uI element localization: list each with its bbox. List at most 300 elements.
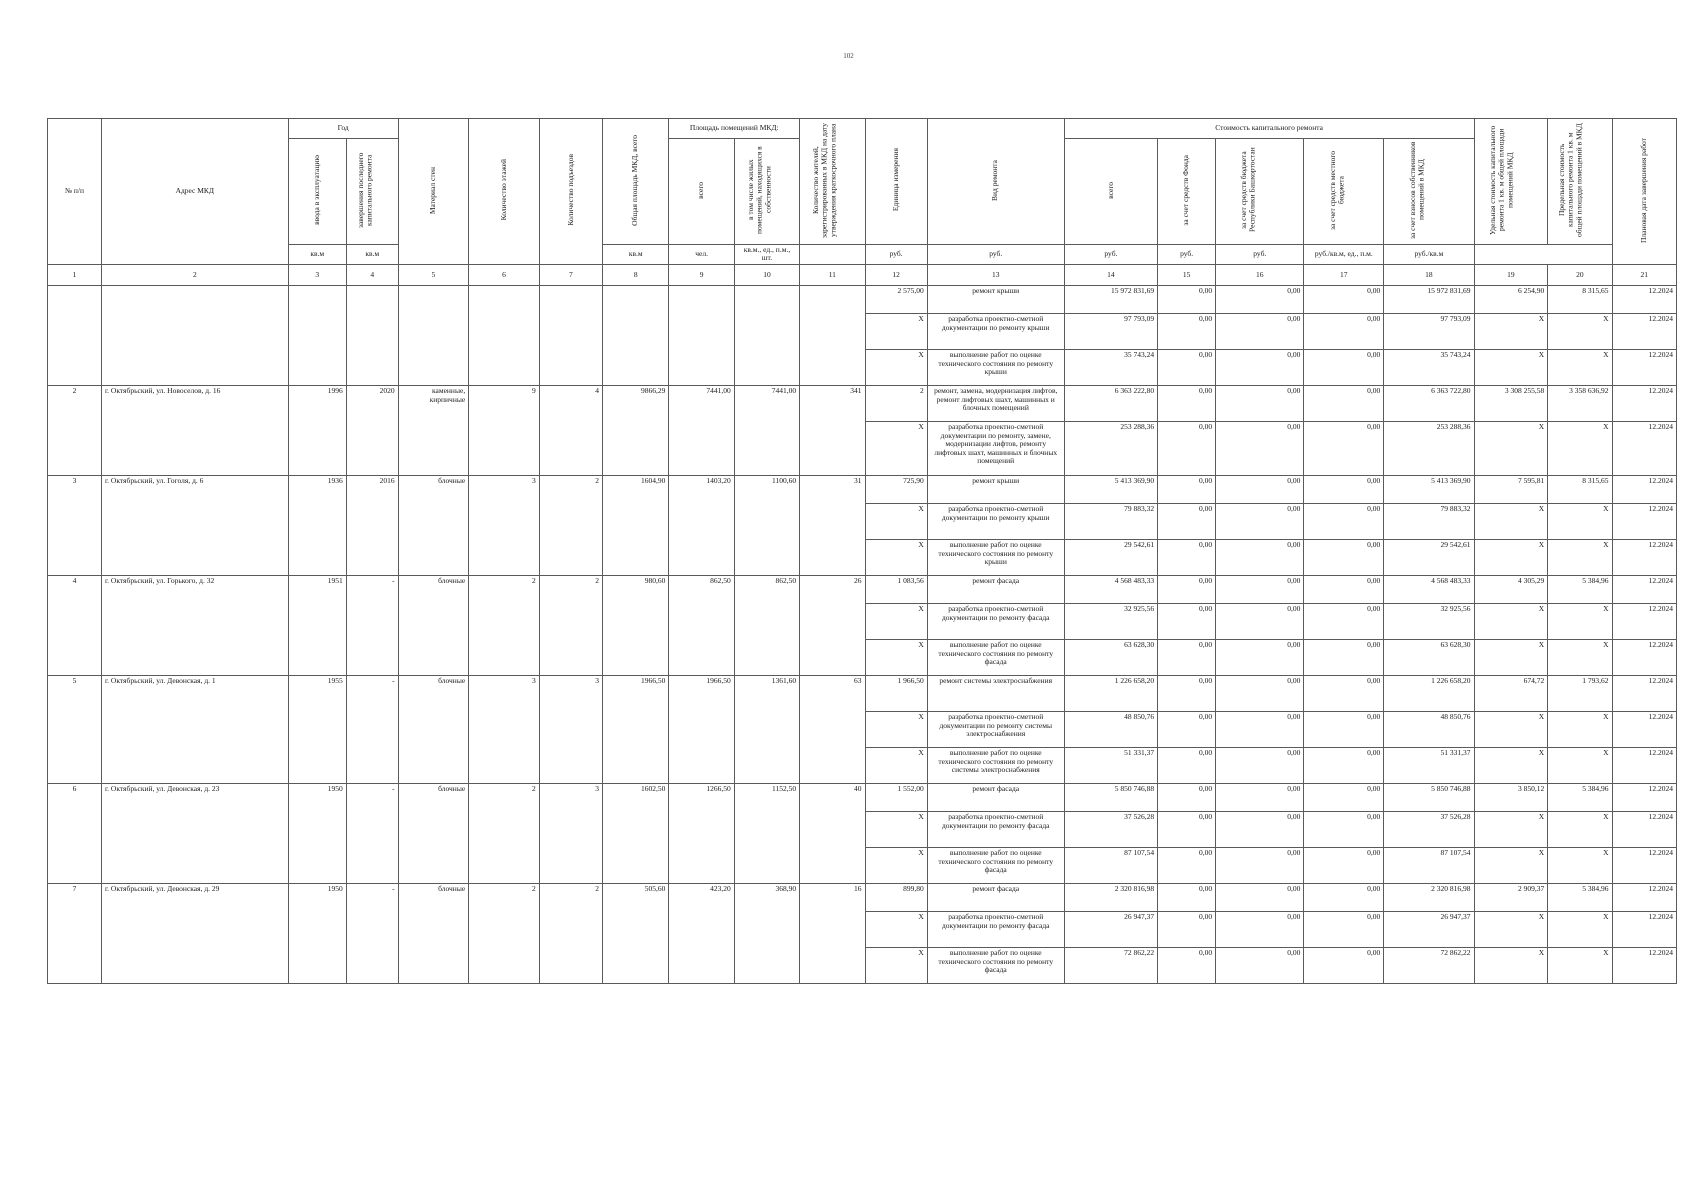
table-row [48, 575, 1677, 603]
header-premises-residential: в том числе жилых помещений, находящихся в собственности [734, 139, 799, 245]
house-premises-total: 862,50 [669, 575, 734, 675]
house-address: г. Октябрьский, ул. Новоселов, д. 16 [101, 385, 288, 475]
work-cost-republic: 0,00 [1216, 847, 1304, 883]
unit-cost-total: руб. [865, 244, 927, 264]
house-total-area: 1602,50 [603, 783, 669, 883]
house-year-commission: 1996 [288, 385, 346, 475]
work-cost-republic: 0,00 [1216, 475, 1304, 503]
work-cost-republic: 0,00 [1216, 639, 1304, 675]
work-cost-republic: 0,00 [1216, 313, 1304, 349]
work-cost-local: 0,00 [1304, 639, 1384, 675]
work-planned-date: 12.2024 [1612, 575, 1676, 603]
house-entrances: 4 [539, 385, 602, 475]
work-max-cost: X [1548, 639, 1612, 675]
work-cost-total: 5 413 369,90 [1064, 475, 1157, 503]
unit-cost-owners: руб. [1216, 244, 1304, 264]
house-year-last-repair: 2020 [346, 385, 398, 475]
work-max-cost: X [1548, 603, 1612, 639]
work-cost-local: 0,00 [1304, 783, 1384, 811]
work-cost-local: 0,00 [1304, 603, 1384, 639]
work-unit-cost: 6 254,90 [1474, 285, 1548, 313]
work-planned-date: 12.2024 [1612, 911, 1676, 947]
work-unit: X [865, 911, 927, 947]
work-planned-date: 12.2024 [1612, 639, 1676, 675]
work-cost-republic: 0,00 [1216, 349, 1304, 385]
work-cost-local: 0,00 [1304, 285, 1384, 313]
work-cost-total: 15 972 831,69 [1064, 285, 1157, 313]
work-cost-fund: 0,00 [1158, 675, 1216, 711]
header-address: Адрес МКД [101, 119, 288, 265]
column-number-row [48, 264, 1677, 285]
house-address: г. Октябрьский, ул. Девонская, д. 29 [101, 883, 288, 983]
house-entrances: 2 [539, 883, 602, 983]
work-type: ремонт фасада [927, 575, 1064, 603]
work-unit: X [865, 539, 927, 575]
table-header [48, 119, 1677, 265]
work-unit: 899,80 [865, 883, 927, 911]
house-year-last-repair: - [346, 883, 398, 983]
work-cost-local: 0,00 [1304, 313, 1384, 349]
table-row [48, 285, 1677, 313]
house-residents: 31 [800, 475, 865, 575]
header-cost-local: за счет средств местного бюджета [1304, 139, 1384, 245]
work-cost-local: 0,00 [1304, 811, 1384, 847]
work-planned-date: 12.2024 [1612, 349, 1676, 385]
house-premises-total: 1266,50 [669, 783, 734, 883]
column-number: 12 [865, 264, 927, 285]
work-unit: X [865, 947, 927, 983]
work-cost-republic: 0,00 [1216, 285, 1304, 313]
column-number: 10 [734, 264, 799, 285]
column-number: 2 [101, 264, 288, 285]
work-cost-total: 87 107,54 [1064, 847, 1157, 883]
column-number: 4 [346, 264, 398, 285]
work-cost-owners: 51 331,37 [1384, 747, 1474, 783]
house-year-commission: 1951 [288, 575, 346, 675]
work-cost-republic: 0,00 [1216, 883, 1304, 911]
work-unit: X [865, 313, 927, 349]
work-unit: 2 [865, 385, 927, 421]
house-entrances: 3 [539, 783, 602, 883]
house-total-area: 980,60 [603, 575, 669, 675]
house-floors: 2 [469, 575, 540, 675]
column-number: 15 [1158, 264, 1216, 285]
house-premises-total: 1403,20 [669, 475, 734, 575]
work-cost-total: 48 850,76 [1064, 711, 1157, 747]
work-cost-fund: 0,00 [1158, 385, 1216, 421]
table-row [48, 475, 1677, 503]
work-cost-local: 0,00 [1304, 711, 1384, 747]
work-cost-total: 6 363 222,80 [1064, 385, 1157, 421]
work-planned-date: 12.2024 [1612, 711, 1676, 747]
work-cost-total: 1 226 658,20 [1064, 675, 1157, 711]
work-cost-local: 0,00 [1304, 947, 1384, 983]
work-cost-total: 72 862,22 [1064, 947, 1157, 983]
work-cost-local: 0,00 [1304, 883, 1384, 911]
work-cost-republic: 0,00 [1216, 675, 1304, 711]
header-year-commission: ввода в эксплуатацию [288, 139, 346, 245]
work-cost-republic: 0,00 [1216, 911, 1304, 947]
house-year-last-repair: - [346, 783, 398, 883]
work-type: разработка проектно-сметной документации по ремонту фасада [927, 911, 1064, 947]
work-max-cost: X [1548, 947, 1612, 983]
work-unit: X [865, 711, 927, 747]
house-floors [469, 285, 540, 385]
work-unit: X [865, 811, 927, 847]
work-max-cost: X [1548, 349, 1612, 385]
work-cost-total: 29 542,61 [1064, 539, 1157, 575]
work-max-cost: 8 315,65 [1548, 285, 1612, 313]
work-cost-owners: 63 628,30 [1384, 639, 1474, 675]
work-unit-cost: X [1474, 313, 1548, 349]
header-cost-total: всего [1064, 139, 1157, 245]
house-year-last-repair: - [346, 575, 398, 675]
house-num: 7 [48, 883, 102, 983]
work-unit-cost: X [1474, 947, 1548, 983]
header-entrances: Количество подъездов [539, 119, 602, 265]
header-max-cost: Предельная стоимость капитального ремонта 1 кв. м общей площади помещений в МКД [1548, 119, 1612, 245]
work-planned-date: 12.2024 [1612, 947, 1676, 983]
work-max-cost: X [1548, 313, 1612, 349]
column-number: 18 [1384, 264, 1474, 285]
work-cost-local: 0,00 [1304, 503, 1384, 539]
work-cost-fund: 0,00 [1158, 747, 1216, 783]
work-max-cost: 5 384,96 [1548, 783, 1612, 811]
work-cost-local: 0,00 [1304, 675, 1384, 711]
house-premises-residential: 7441,00 [734, 385, 799, 475]
work-cost-fund: 0,00 [1158, 911, 1216, 947]
work-cost-owners: 48 850,76 [1384, 711, 1474, 747]
work-unit: X [865, 349, 927, 385]
header-total-area: Общая площадь МКД, всего [603, 119, 669, 245]
work-cost-fund: 0,00 [1158, 503, 1216, 539]
work-type: ремонт крыши [927, 475, 1064, 503]
work-cost-republic: 0,00 [1216, 783, 1304, 811]
work-type: выполнение работ по оценке технического состояния по ремонту фасада [927, 847, 1064, 883]
house-material: каменные, кирпичные [398, 385, 469, 475]
work-unit-cost: X [1474, 349, 1548, 385]
house-floors: 2 [469, 883, 540, 983]
work-cost-total: 97 793,09 [1064, 313, 1157, 349]
header-premises-total: всего [669, 139, 734, 245]
work-type: выполнение работ по оценке технического состояния по ремонту фасада [927, 639, 1064, 675]
work-max-cost: 8 315,65 [1548, 475, 1612, 503]
work-cost-owners: 79 883,32 [1384, 503, 1474, 539]
house-material: блочные [398, 475, 469, 575]
house-premises-residential [734, 285, 799, 385]
work-unit: 1 552,00 [865, 783, 927, 811]
work-cost-fund: 0,00 [1158, 313, 1216, 349]
table-row [48, 675, 1677, 711]
work-cost-republic: 0,00 [1216, 503, 1304, 539]
work-cost-republic: 0,00 [1216, 811, 1304, 847]
house-total-area: 9866,29 [603, 385, 669, 475]
column-number: 8 [603, 264, 669, 285]
house-premises-total: 7441,00 [669, 385, 734, 475]
work-max-cost: 3 358 636,92 [1548, 385, 1612, 421]
work-max-cost: X [1548, 811, 1612, 847]
work-unit-cost: X [1474, 539, 1548, 575]
house-entrances: 2 [539, 475, 602, 575]
work-cost-fund: 0,00 [1158, 421, 1216, 475]
work-type: разработка проектно-сметной документации по ремонту фасада [927, 811, 1064, 847]
work-cost-owners: 15 972 831,69 [1384, 285, 1474, 313]
header-premises-area: Площадь помещений МКД: [669, 119, 800, 139]
work-cost-fund: 0,00 [1158, 947, 1216, 983]
work-cost-local: 0,00 [1304, 847, 1384, 883]
house-material [398, 285, 469, 385]
header-cost-owners: за счет взносов собственников помещений в МКД [1384, 139, 1474, 245]
work-type: разработка проектно-сметной документации по ремонту крыши [927, 313, 1064, 349]
house-material: блочные [398, 575, 469, 675]
work-cost-republic: 0,00 [1216, 947, 1304, 983]
work-cost-local: 0,00 [1304, 911, 1384, 947]
work-cost-fund: 0,00 [1158, 285, 1216, 313]
work-unit: X [865, 639, 927, 675]
work-unit-cost: 674,72 [1474, 675, 1548, 711]
column-number: 19 [1474, 264, 1548, 285]
work-planned-date: 12.2024 [1612, 539, 1676, 575]
header-planned-date: Плановая дата завершения работ [1612, 119, 1676, 265]
work-cost-total: 63 628,30 [1064, 639, 1157, 675]
work-cost-fund: 0,00 [1158, 539, 1216, 575]
column-number: 20 [1548, 264, 1612, 285]
work-max-cost: X [1548, 747, 1612, 783]
house-num [48, 285, 102, 385]
header-residents: Количество жителей, зарегистрированных в МКД на дату утверждения краткосрочного плана [800, 119, 865, 245]
work-cost-total: 26 947,37 [1064, 911, 1157, 947]
work-cost-owners: 1 226 658,20 [1384, 675, 1474, 711]
house-num: 5 [48, 675, 102, 783]
work-type: выполнение работ по оценке технического состояния по ремонту крыши [927, 539, 1064, 575]
work-planned-date: 12.2024 [1612, 603, 1676, 639]
work-unit-cost: 3 850,12 [1474, 783, 1548, 811]
work-type: выполнение работ по оценке технического состояния по ремонту фасада [927, 947, 1064, 983]
work-unit-cost: X [1474, 503, 1548, 539]
work-planned-date: 12.2024 [1612, 475, 1676, 503]
work-cost-total: 253 288,36 [1064, 421, 1157, 475]
work-planned-date: 12.2024 [1612, 675, 1676, 711]
work-cost-republic: 0,00 [1216, 747, 1304, 783]
work-max-cost: X [1548, 911, 1612, 947]
work-type: ремонт крыши [927, 285, 1064, 313]
header-cost-republic: за счет средств бюджета Республики Башкортостан [1216, 139, 1304, 245]
work-type: ремонт, замена, модернизация лифтов, ремонт лифтовых шахт, машинных и блочных помещений [927, 385, 1064, 421]
work-unit-cost: 4 305,29 [1474, 575, 1548, 603]
work-cost-republic: 0,00 [1216, 421, 1304, 475]
work-cost-local: 0,00 [1304, 539, 1384, 575]
work-type: разработка проектно-сметной документации по ремонту системы электроснабжения [927, 711, 1064, 747]
work-cost-total: 5 850 746,88 [1064, 783, 1157, 811]
work-unit: X [865, 503, 927, 539]
unit-cost-local: руб. [1158, 244, 1216, 264]
work-cost-local: 0,00 [1304, 475, 1384, 503]
work-cost-fund: 0,00 [1158, 711, 1216, 747]
work-unit-cost: X [1474, 811, 1548, 847]
work-cost-total: 4 568 483,33 [1064, 575, 1157, 603]
work-type: разработка проектно-сметной документации по ремонту, замене, модернизации лифтов, ремонту лифтовых шахт, машинных и блочных помещений [927, 421, 1064, 475]
work-max-cost: 5 384,96 [1548, 575, 1612, 603]
work-cost-owners: 253 288,36 [1384, 421, 1474, 475]
house-floors: 2 [469, 783, 540, 883]
house-premises-residential: 862,50 [734, 575, 799, 675]
house-year-commission: 1950 [288, 883, 346, 983]
house-year-commission: 1950 [288, 783, 346, 883]
work-cost-local: 0,00 [1304, 421, 1384, 475]
work-cost-local: 0,00 [1304, 349, 1384, 385]
work-cost-total: 37 526,28 [1064, 811, 1157, 847]
house-premises-residential: 1100,60 [734, 475, 799, 575]
house-premises-total: 1966,50 [669, 675, 734, 783]
work-cost-owners: 6 363 722,80 [1384, 385, 1474, 421]
work-cost-owners: 5 850 746,88 [1384, 783, 1474, 811]
work-planned-date: 12.2024 [1612, 747, 1676, 783]
work-type: ремонт фасада [927, 883, 1064, 911]
work-planned-date: 12.2024 [1612, 811, 1676, 847]
work-unit: 1 966,50 [865, 675, 927, 711]
work-type: разработка проектно-сметной документации по ремонту крыши [927, 503, 1064, 539]
work-unit: X [865, 847, 927, 883]
work-cost-owners: 97 793,09 [1384, 313, 1474, 349]
house-premises-residential: 1152,50 [734, 783, 799, 883]
house-total-area: 1604,90 [603, 475, 669, 575]
work-max-cost: X [1548, 539, 1612, 575]
column-number: 17 [1304, 264, 1384, 285]
house-year-last-repair [346, 285, 398, 385]
work-cost-local: 0,00 [1304, 385, 1384, 421]
house-year-commission: 1955 [288, 675, 346, 783]
house-total-area [603, 285, 669, 385]
work-planned-date: 12.2024 [1612, 385, 1676, 421]
house-address: г. Октябрьский, ул. Девонская, д. 1 [101, 675, 288, 783]
house-residents: 40 [800, 783, 865, 883]
table-row [48, 783, 1677, 811]
column-number: 5 [398, 264, 469, 285]
work-cost-fund: 0,00 [1158, 603, 1216, 639]
header-year: Год [288, 119, 398, 139]
work-unit: X [865, 421, 927, 475]
header-cost-fund: за счет средств Фонда [1158, 139, 1216, 245]
work-cost-owners: 32 925,56 [1384, 603, 1474, 639]
work-unit-cost: 3 308 255,58 [1474, 385, 1548, 421]
work-planned-date: 12.2024 [1612, 783, 1676, 811]
table-row [48, 385, 1677, 421]
unit-max-cost: руб./кв.м [1384, 244, 1474, 264]
work-cost-owners: 35 743,24 [1384, 349, 1474, 385]
unit-unit: кв.м., ед., п.м., шт. [734, 244, 799, 264]
house-num: 4 [48, 575, 102, 675]
work-cost-republic: 0,00 [1216, 711, 1304, 747]
unit-premises-residential: кв.м [603, 244, 669, 264]
house-year-commission [288, 285, 346, 385]
repair-plan-table-container [47, 118, 1677, 984]
house-num: 2 [48, 385, 102, 475]
column-number: 21 [1612, 264, 1676, 285]
work-unit-cost: X [1474, 639, 1548, 675]
work-cost-owners: 2 320 816,98 [1384, 883, 1474, 911]
header-cost: Стоимость капитального ремонта [1064, 119, 1474, 139]
house-year-last-repair: 2016 [346, 475, 398, 575]
unit-total-area: кв.м [288, 244, 346, 264]
work-type: ремонт фасада [927, 783, 1064, 811]
house-num: 3 [48, 475, 102, 575]
house-address: г. Октябрьский, ул. Гоголя, д. 6 [101, 475, 288, 575]
work-cost-fund: 0,00 [1158, 475, 1216, 503]
table-row [48, 883, 1677, 911]
work-unit-cost: X [1474, 603, 1548, 639]
house-total-area: 505,60 [603, 883, 669, 983]
work-planned-date: 12.2024 [1612, 421, 1676, 475]
house-premises-residential: 368,90 [734, 883, 799, 983]
work-cost-fund: 0,00 [1158, 575, 1216, 603]
work-cost-fund: 0,00 [1158, 349, 1216, 385]
work-type: выполнение работ по оценке технического состояния по ремонту системы электроснабжения [927, 747, 1064, 783]
house-premises-residential: 1361,60 [734, 675, 799, 783]
work-planned-date: 12.2024 [1612, 883, 1676, 911]
column-number: 13 [927, 264, 1064, 285]
work-cost-republic: 0,00 [1216, 603, 1304, 639]
header-floors: Количество этажей [469, 119, 540, 265]
house-material: блочные [398, 883, 469, 983]
work-cost-total: 2 320 816,98 [1064, 883, 1157, 911]
column-number: 3 [288, 264, 346, 285]
house-residents: 16 [800, 883, 865, 983]
house-entrances: 2 [539, 575, 602, 675]
work-max-cost: 1 793,62 [1548, 675, 1612, 711]
house-address: г. Октябрьский, ул. Горького, д. 32 [101, 575, 288, 675]
column-number: 9 [669, 264, 734, 285]
house-material: блочные [398, 675, 469, 783]
house-floors: 3 [469, 475, 540, 575]
unit-residents: чел. [669, 244, 734, 264]
column-number: 7 [539, 264, 602, 285]
work-unit: X [865, 747, 927, 783]
work-cost-total: 51 331,37 [1064, 747, 1157, 783]
work-cost-total: 32 925,56 [1064, 603, 1157, 639]
header-year-last-repair: завершения последнего капитального ремонта [346, 139, 398, 245]
house-premises-total [669, 285, 734, 385]
house-year-last-repair: - [346, 675, 398, 783]
work-planned-date: 12.2024 [1612, 313, 1676, 349]
work-max-cost: X [1548, 503, 1612, 539]
unit-premises-total: кв.м [346, 244, 398, 264]
house-num: 6 [48, 783, 102, 883]
work-cost-republic: 0,00 [1216, 385, 1304, 421]
work-unit-cost: X [1474, 911, 1548, 947]
unit-cost-fund: руб. [927, 244, 1064, 264]
work-cost-total: 35 743,24 [1064, 349, 1157, 385]
header-wall-material: Материал стен [398, 119, 469, 265]
column-number: 11 [800, 264, 865, 285]
work-unit: 725,90 [865, 475, 927, 503]
house-entrances [539, 285, 602, 385]
work-cost-owners: 37 526,28 [1384, 811, 1474, 847]
work-planned-date: 12.2024 [1612, 503, 1676, 539]
column-number: 6 [469, 264, 540, 285]
work-cost-republic: 0,00 [1216, 539, 1304, 575]
house-address [101, 285, 288, 385]
house-residents: 26 [800, 575, 865, 675]
work-cost-local: 0,00 [1304, 747, 1384, 783]
unit-repair-type [800, 244, 865, 264]
work-unit-cost: X [1474, 747, 1548, 783]
house-residents [800, 285, 865, 385]
work-type: ремонт системы электроснабжения [927, 675, 1064, 711]
work-max-cost: X [1548, 711, 1612, 747]
work-planned-date: 12.2024 [1612, 847, 1676, 883]
house-premises-total: 423,20 [669, 883, 734, 983]
page-number: 102 [843, 52, 854, 60]
